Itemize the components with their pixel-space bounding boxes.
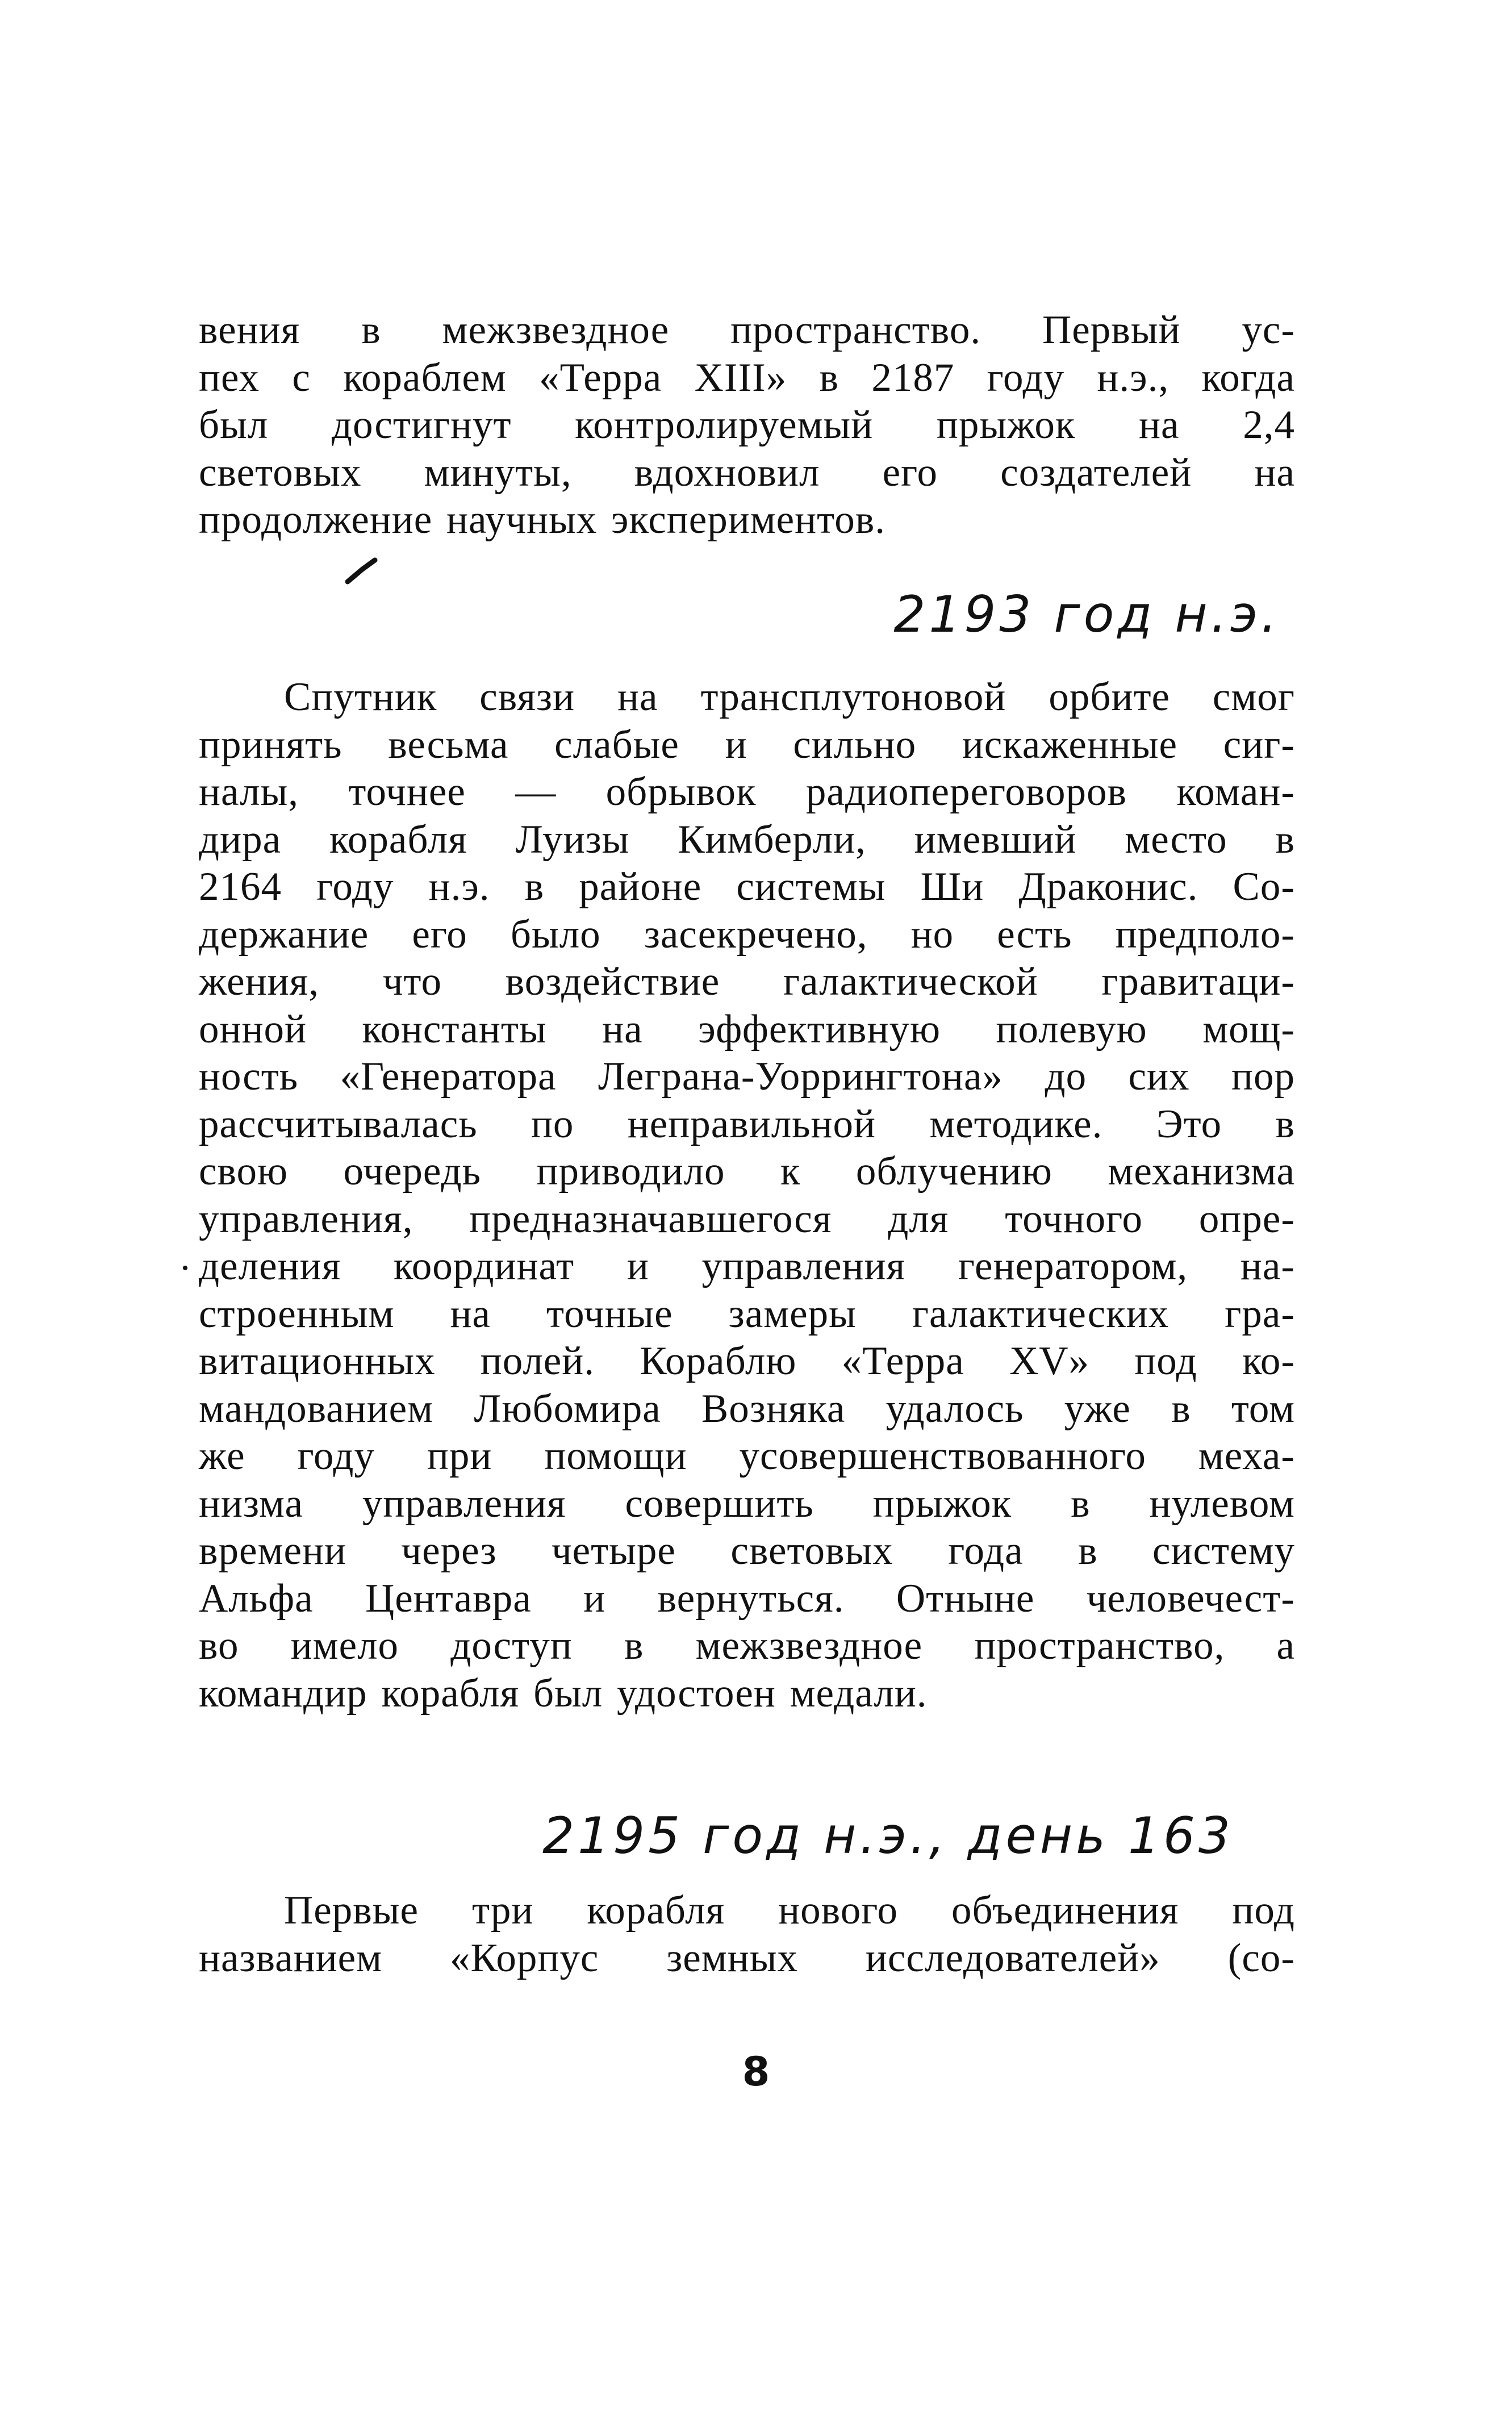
paragraph-line: был достигнут контролируемый прыжок на 2,4 bbox=[199, 403, 1295, 447]
paragraph-line: вения в межзвездное пространство. Первый ус- bbox=[199, 308, 1295, 352]
paragraph-line: продолжение научных экспериментов. bbox=[199, 498, 886, 542]
pen-mark bbox=[345, 557, 379, 585]
paragraph-line: во имело доступ в межзвездное пространство, а bbox=[199, 1624, 1295, 1668]
paragraph-line: деления координат и управления генератором, на- bbox=[199, 1244, 1295, 1288]
paragraph-line: принять весьма слабые и сильно искаженные сиг- bbox=[199, 722, 1295, 767]
paragraph-3 bbox=[199, 1887, 1295, 1982]
paragraph-line: свою очередь приводило к облучению механизма bbox=[199, 1149, 1295, 1194]
paragraph-line: витационных полей. Кораблю «Терра XV» под ко- bbox=[199, 1339, 1295, 1383]
paragraph-line: строенным на точные замеры галактических гра- bbox=[199, 1291, 1295, 1336]
paragraph-line: световых минуты, вдохновил его создателей на bbox=[199, 450, 1295, 495]
paragraph-line: дира корабля Луизы Кимберли, имевший место в bbox=[199, 817, 1295, 862]
paragraph-line: Альфа Центавра и вернуться. Отныне человечест- bbox=[199, 1576, 1295, 1621]
section-heading: 2193 год н.э. bbox=[893, 585, 1280, 644]
paragraph-line: же году при помощи усовершенствованного меха- bbox=[199, 1434, 1295, 1478]
paragraph-line: низма управления совершить прыжок в нулевом bbox=[199, 1481, 1295, 1526]
paragraph-line: времени через четыре световых года в систему bbox=[199, 1529, 1295, 1573]
paragraph-line: названием «Корпус земных исследователей» (со- bbox=[199, 1935, 1295, 1980]
paragraph-line: налы, точнее — обрывок радиопереговоров коман- bbox=[199, 770, 1295, 814]
paragraph-line: Первые три корабля нового объединения под bbox=[284, 1888, 1295, 1933]
paragraph-line: управления, предназначавшегося для точного опре- bbox=[199, 1196, 1295, 1241]
paragraph-line: мандованием Любомира Возняка удалось уже в том bbox=[199, 1386, 1295, 1431]
section-heading: 2195 год н.э., день 163 bbox=[542, 1806, 1234, 1865]
paragraph-line: ность «Генератора Леграна-Уоррингтона» до сих пор bbox=[199, 1054, 1295, 1099]
scan-speck bbox=[183, 1266, 187, 1270]
paragraph-line: держание его было засекречено, но есть предполо- bbox=[199, 912, 1295, 957]
paragraph-line: жения, что воздействие галактической гравитаци- bbox=[199, 959, 1295, 1004]
page-number: 8 bbox=[742, 2048, 770, 2095]
paragraph-line: онной константы на эффективную полевую мощ- bbox=[199, 1007, 1295, 1051]
paragraph-line: рассчитывалась по неправильной методике. Это в bbox=[199, 1101, 1295, 1146]
paragraph-1 bbox=[199, 307, 1295, 544]
paragraph-2 bbox=[199, 674, 1295, 1717]
paragraph-line: командир корабля был удостоен медали. bbox=[199, 1671, 928, 1716]
paragraph-line: пех с кораблем «Терра XIII» в 2187 году н.э., когда bbox=[199, 355, 1295, 400]
paragraph-line: 2164 году н.э. в районе системы Ши Драконис. Со- bbox=[199, 865, 1295, 909]
paragraph-line: Спутник связи на трансплутоновой орбите смог bbox=[284, 675, 1295, 719]
